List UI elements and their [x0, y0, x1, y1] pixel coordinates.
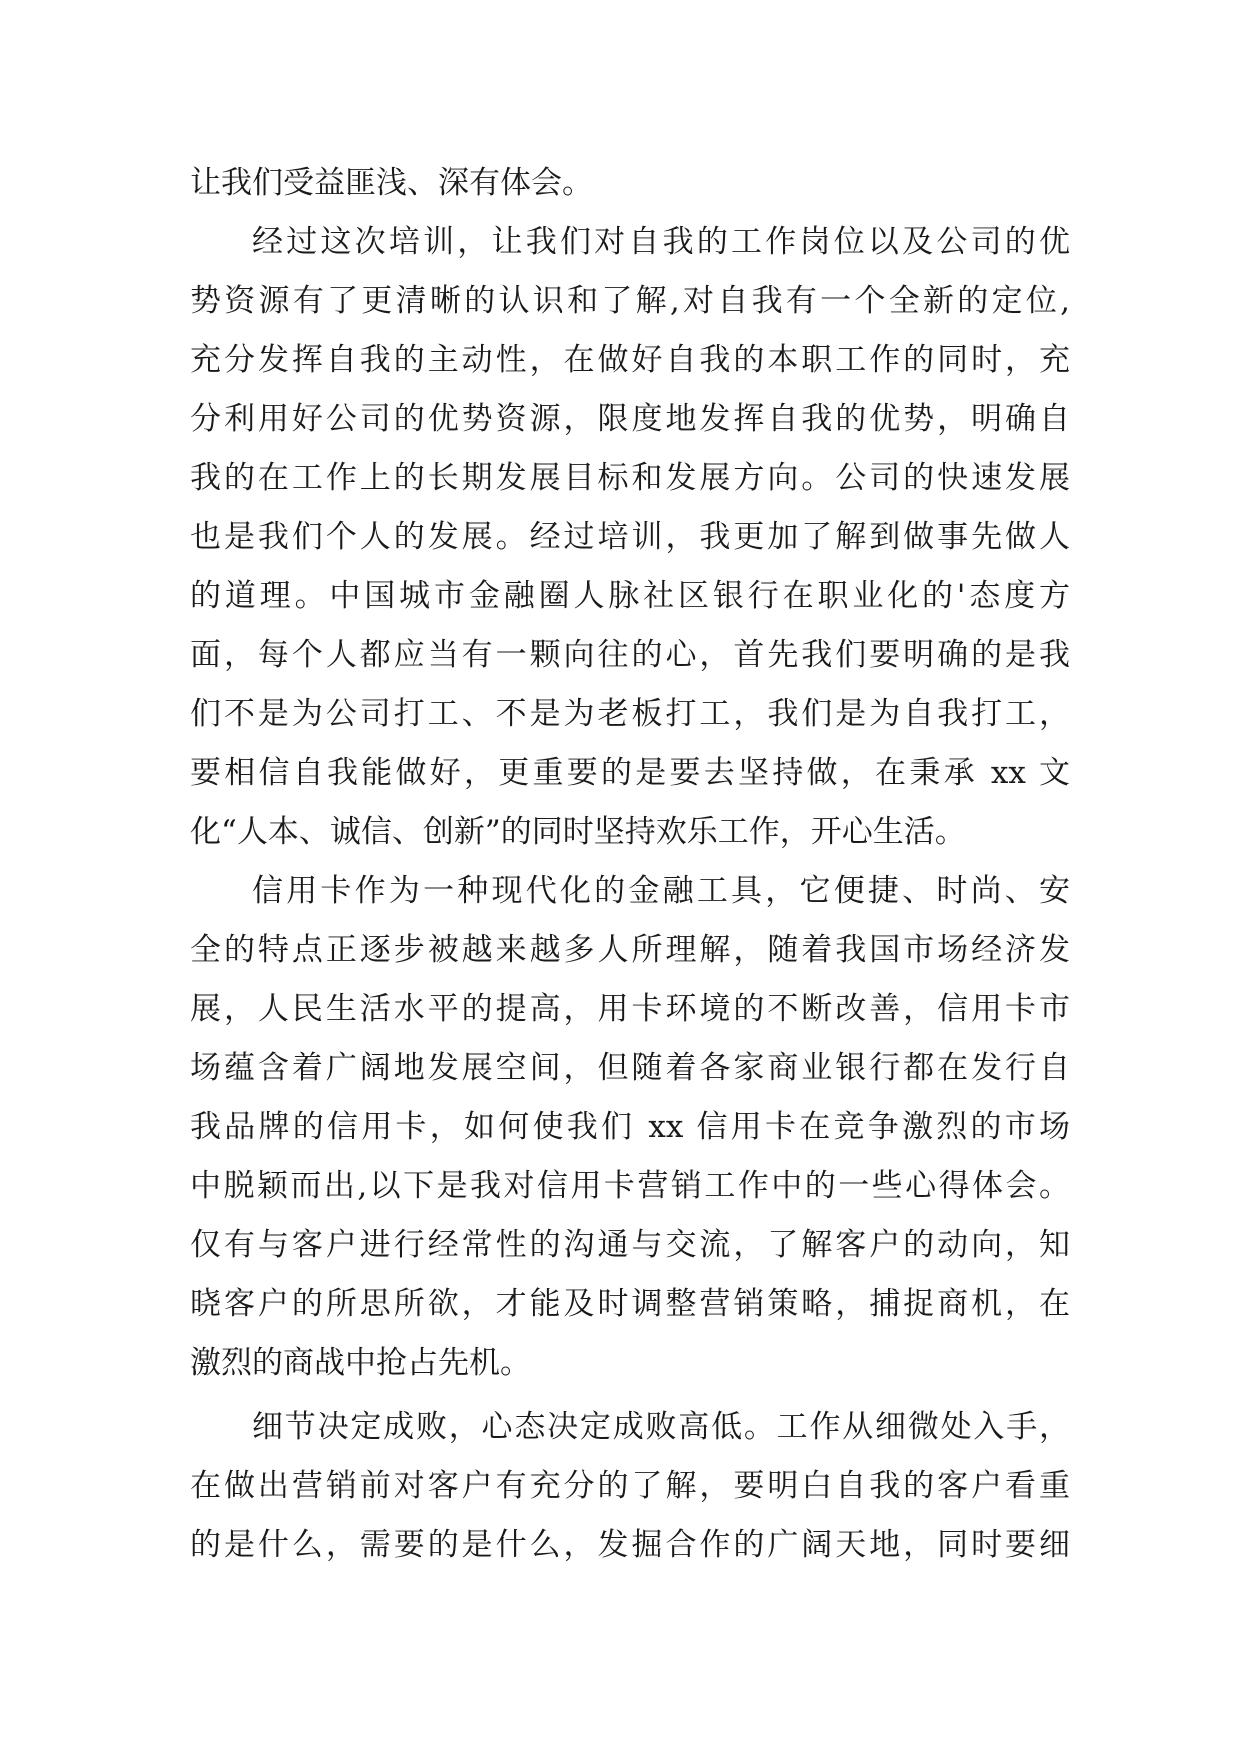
text-line: 激烈的商战中抢占先机。 — [190, 1345, 531, 1381]
text-line: 要相信自我能做好，更重要的是要去坚持做，在秉承 xx 文 — [190, 755, 1070, 791]
text-line: 细节决定成败，心态决定成败高低。工作从细微处入手， — [252, 1409, 1070, 1445]
text-line: 我的在工作上的长期发展目标和发展方向。公司的快速发展 — [190, 460, 1070, 496]
text-line: 面，每个人都应当有一颗向往的心，首先我们要明确的是我 — [190, 637, 1070, 673]
text-line: 经过这次培训，让我们对自我的工作岗位以及公司的优 — [252, 224, 1070, 260]
text-line: 我品牌的信用卡，如何使我们 xx 信用卡在竞争激烈的市场 — [190, 1109, 1070, 1145]
text-line: 中脱颖而出,以下是我对信用卡营销工作中的一些心得体会。 — [190, 1168, 1070, 1204]
text-line: 们不是为公司打工、不是为老板打工，我们是为自我打工， — [190, 696, 1070, 732]
text-line: 分利用好公司的优势资源，限度地发挥自我的优势，明确自 — [190, 401, 1070, 437]
paragraph — [190, 1398, 1070, 1575]
text-line: 展，人民生活水平的提高，用卡环境的不断改善，信用卡市 — [190, 991, 1070, 1027]
text-line: 场蕴含着广阔地发展空间，但随着各家商业银行都在发行自 — [190, 1050, 1070, 1086]
text-line: 的道理。中国城市金融圈人脉社区银行在职业化的'态度方 — [190, 578, 1070, 614]
text-line: 充分发挥自我的主动性，在做好自我的本职工作的同时，充 — [190, 342, 1070, 378]
text-line: 全的特点正逐步被越来越多人所理解，随着我国市场经济发 — [190, 932, 1070, 968]
text-line: 也是我们个人的发展。经过培训，我更加了解到做事先做人 — [190, 519, 1070, 555]
text-line: 化“人本、诚信、创新”的同时坚持欢乐工作，开心生活。 — [190, 814, 966, 850]
text-line: 在做出营销前对客户有充分的了解，要明白自我的客户看重 — [190, 1468, 1070, 1504]
paragraph — [190, 213, 1070, 862]
text-line: 势资源有了更清晰的认识和了解,对自我有一个全新的定位, — [190, 283, 1070, 319]
text-line: 信用卡作为一种现代化的金融工具，它便捷、时尚、安 — [252, 873, 1070, 909]
body-text — [190, 154, 1070, 1575]
text-line: 让我们受益匪浅、深有体会。 — [190, 165, 593, 201]
text-line: 仅有与客户进行经常性的沟通与交流，了解客户的动向，知 — [190, 1227, 1070, 1263]
text-line: 的是什么，需要的是什么，发掘合作的广阔天地，同时要细 — [190, 1527, 1070, 1563]
text-line: 晓客户的所思所欲，才能及时调整营销策略，捕捉商机，在 — [190, 1286, 1070, 1322]
paragraph — [190, 862, 1070, 1393]
paragraph — [190, 154, 1070, 213]
